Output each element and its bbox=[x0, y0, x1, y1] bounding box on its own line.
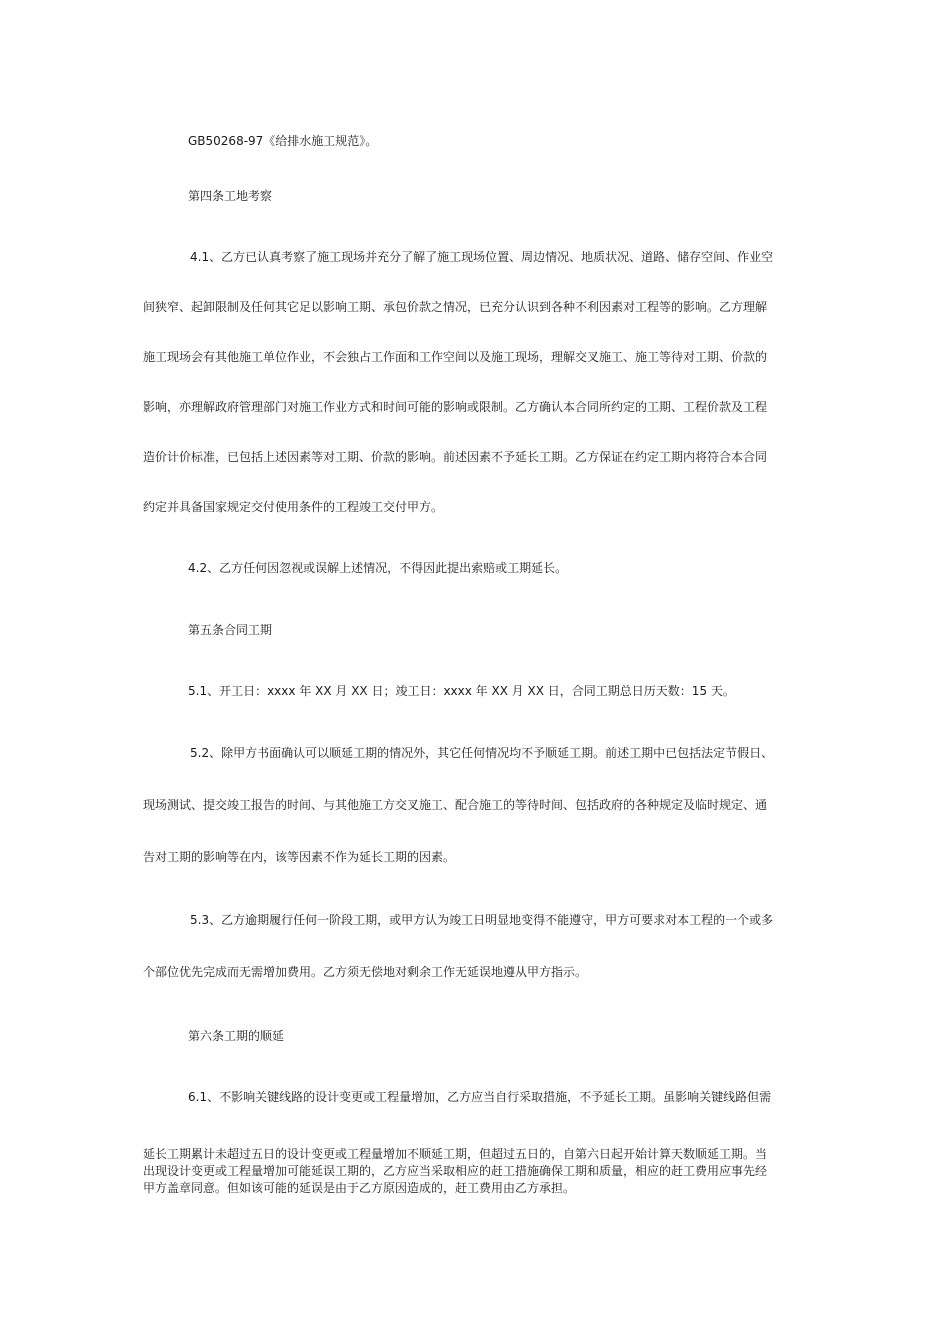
paragraph-standard-reference: GB50268-97《给排水施工规范》。 bbox=[188, 134, 378, 148]
paragraph-4-1-line-2: 间狭窄、起卸限制及任何其它足以影响工期、承包价款之情况，已充分认识到各种不利因素对工程等的影响。乙方理解 bbox=[143, 300, 768, 314]
paragraph-5-2-line-3: 告对工期的影响等在内，该等因素不作为延长工期的因素。 bbox=[143, 850, 456, 864]
paragraph-5-2-line-1: 5.2、除甲方书面确认可以顺延工期的情况外，其它任何情况均不予顺延工期。前述工期中已包括法定节假日、 bbox=[190, 746, 774, 760]
heading-article-5: 第五条合同工期 bbox=[188, 623, 273, 637]
paragraph-5-3-line-2: 个部位优先完成而无需增加费用。乙方须无偿地对剩余工作无延误地遵从甲方指示。 bbox=[143, 965, 588, 979]
paragraph-6-1-line-4: 甲方盖章同意。但如该可能的延误是由于乙方原因造成的，赶工费用由乙方承担。 bbox=[143, 1181, 576, 1195]
paragraph-4-1-line-3: 施工现场会有其他施工单位作业，不会独占工作面和工作空间以及施工现场，理解交叉施工、施工等待对工期、价款的 bbox=[143, 350, 768, 364]
paragraph-4-1-line-1: 4.1、乙方已认真考察了施工现场并充分了解了施工现场位置、周边情况、地质状况、道路、储存空间、作业空 bbox=[190, 250, 774, 264]
heading-article-6: 第六条工期的顺延 bbox=[188, 1029, 285, 1043]
paragraph-5-1: 5.1、开工日：xxxx 年 XX 月 XX 日；竣工日：xxxx 年 XX 月 XX 日，合同工期总日历天数：15 天。 bbox=[188, 684, 735, 698]
heading-article-4: 第四条工地考察 bbox=[188, 189, 273, 203]
paragraph-4-1-line-6: 约定并具备国家规定交付使用条件的工程竣工交付甲方。 bbox=[143, 500, 444, 514]
paragraph-5-2-line-2: 现场测试、提交竣工报告的时间、与其他施工方交叉施工、配合施工的等待时间、包括政府的各种规定及临时规定、通 bbox=[143, 798, 768, 812]
paragraph-5-3-line-1: 5.3、乙方逾期履行任何一阶段工期，或甲方认为竣工日明显地变得不能遵守，甲方可要求对本工程的一个或多 bbox=[190, 913, 774, 927]
paragraph-6-1-line-3: 出现设计变更或工程量增加可能延误工期的，乙方应当采取相应的赶工措施确保工期和质量，相应的赶工费用应事先经 bbox=[143, 1164, 768, 1178]
paragraph-6-1-line-1: 6.1、不影响关键线路的设计变更或工程量增加，乙方应当自行采取措施，不予延长工期。虽影响关键线路但需 bbox=[188, 1090, 772, 1104]
paragraph-6-1-line-2: 延长工期累计未超过五日的设计变更或工程量增加不顺延工期，但超过五日的，自第六日起开始计算天数顺延工期。当 bbox=[143, 1147, 768, 1161]
paragraph-4-1-line-4: 影响，亦理解政府管理部门对施工作业方式和时间可能的影响或限制。乙方确认本合同所约定的工期、工程价款及工程 bbox=[143, 400, 768, 414]
paragraph-4-2: 4.2、乙方任何因忽视或误解上述情况，不得因此提出索赔或工期延长。 bbox=[188, 561, 568, 575]
paragraph-4-1-line-5: 造价计价标准，已包括上述因素等对工期、价款的影响。前述因素不予延长工期。乙方保证在约定工期内将符合本合同 bbox=[143, 450, 768, 464]
